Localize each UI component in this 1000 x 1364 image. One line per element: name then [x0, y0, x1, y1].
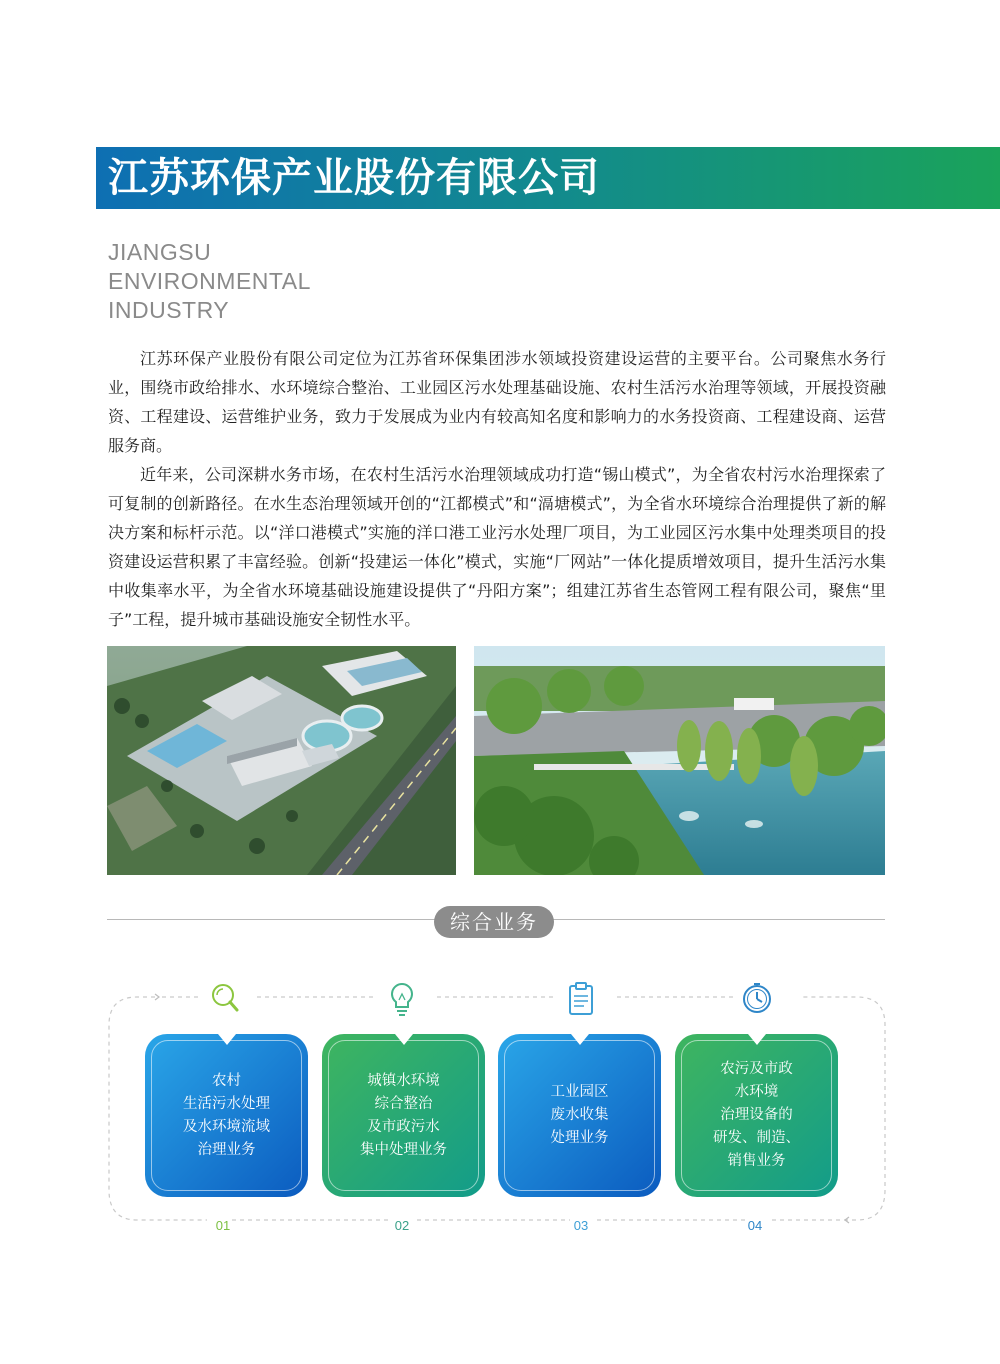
business-card-urban-water	[322, 1034, 485, 1197]
intro-paragraph: 江苏环保产业股份有限公司定位为江苏省环保集团涉水领域投资建设运营的主要平台。公司聚焦水务行业，围绕市政给排水、水环境综合整治、工业园区污水处理基础设施、农村生活污水治理等领域，开展投资融资、工程建设、运营维护业务，致力于发展成为业内有较高知名度和影响力的水务投资商、工程建设商、运营服务商。	[108, 349, 886, 455]
section-title: 综合业务	[434, 906, 554, 938]
search-icon	[206, 980, 242, 1018]
step-number: 01	[215, 1218, 231, 1233]
card-line: 生活污水处理	[183, 1095, 270, 1112]
card-line: 销售业务	[727, 1153, 786, 1169]
card-notch	[218, 1034, 236, 1045]
card-text	[183, 1070, 270, 1162]
clipboard-icon	[563, 980, 599, 1018]
card-text	[551, 1081, 609, 1150]
card-text	[360, 1070, 447, 1162]
card-line: 农污及市政	[720, 1061, 793, 1077]
card-notch	[395, 1034, 413, 1045]
english-title-line: ENVIRONMENTAL	[108, 268, 311, 294]
english-title-line: JIANGSU	[108, 239, 212, 265]
step-number: 03	[573, 1218, 589, 1233]
card-line: 治理业务	[197, 1141, 256, 1158]
river-park-landscape-photo	[474, 646, 885, 875]
card-notch	[571, 1034, 589, 1045]
card-line: 工业园区	[550, 1084, 609, 1100]
card-line: 研发、制造、	[713, 1130, 800, 1146]
intro-text	[108, 344, 886, 634]
business-card-industrial-wastewater	[498, 1034, 661, 1197]
english-title-line: INDUSTRY	[108, 297, 230, 323]
clock-icon	[739, 980, 775, 1018]
business-card-equipment	[675, 1034, 838, 1197]
step-number: 02	[394, 1218, 410, 1233]
card-line: 及水环境流域	[183, 1118, 270, 1135]
lightbulb-icon	[384, 980, 420, 1018]
card-line: 废水收集	[550, 1107, 609, 1123]
aerial-treatment-plant-photo	[107, 646, 456, 875]
card-line: 集中处理业务	[360, 1141, 447, 1158]
card-line: 治理设备的	[720, 1107, 793, 1123]
intro-paragraph: 近年来，公司深耕水务市场，在农村生活污水治理领域成功打造“锡山模式”，为全省农村污水治理探索了可复制的创新路径。在水生态治理领域开创的“江都模式”和“滆塘模式”，为全省水环境综合治理提供了新的解决方案和标杆示范。以“洋口港模式”实施的洋口港工业污水处理厂项目，为工业园区污水集中处理类项目的投资建设运营积累了丰富经验。创新“投建运一体化”模式，实施“厂网站”一体化提质增效项目，提升生活污水集中收集率水平，为全省水环境基础设施建设提供了“丹阳方案”；组建江苏省生态管网工程有限公司，聚焦“里子”工程，提升城市基础设施安全韧性水平。	[108, 465, 886, 629]
card-line: 综合整治	[374, 1095, 433, 1112]
card-line: 水环境	[734, 1084, 779, 1100]
page-title: 江苏环保产业股份有限公司	[108, 155, 600, 201]
card-text	[713, 1058, 800, 1173]
english-title	[108, 238, 311, 325]
card-line: 农村	[212, 1072, 241, 1089]
card-line: 城镇水环境	[367, 1072, 440, 1089]
business-card-rural-sewage	[145, 1034, 308, 1197]
step-number: 04	[747, 1218, 763, 1233]
card-line: 处理业务	[550, 1130, 609, 1146]
card-notch	[748, 1034, 766, 1045]
card-line: 及市政污水	[367, 1118, 440, 1135]
